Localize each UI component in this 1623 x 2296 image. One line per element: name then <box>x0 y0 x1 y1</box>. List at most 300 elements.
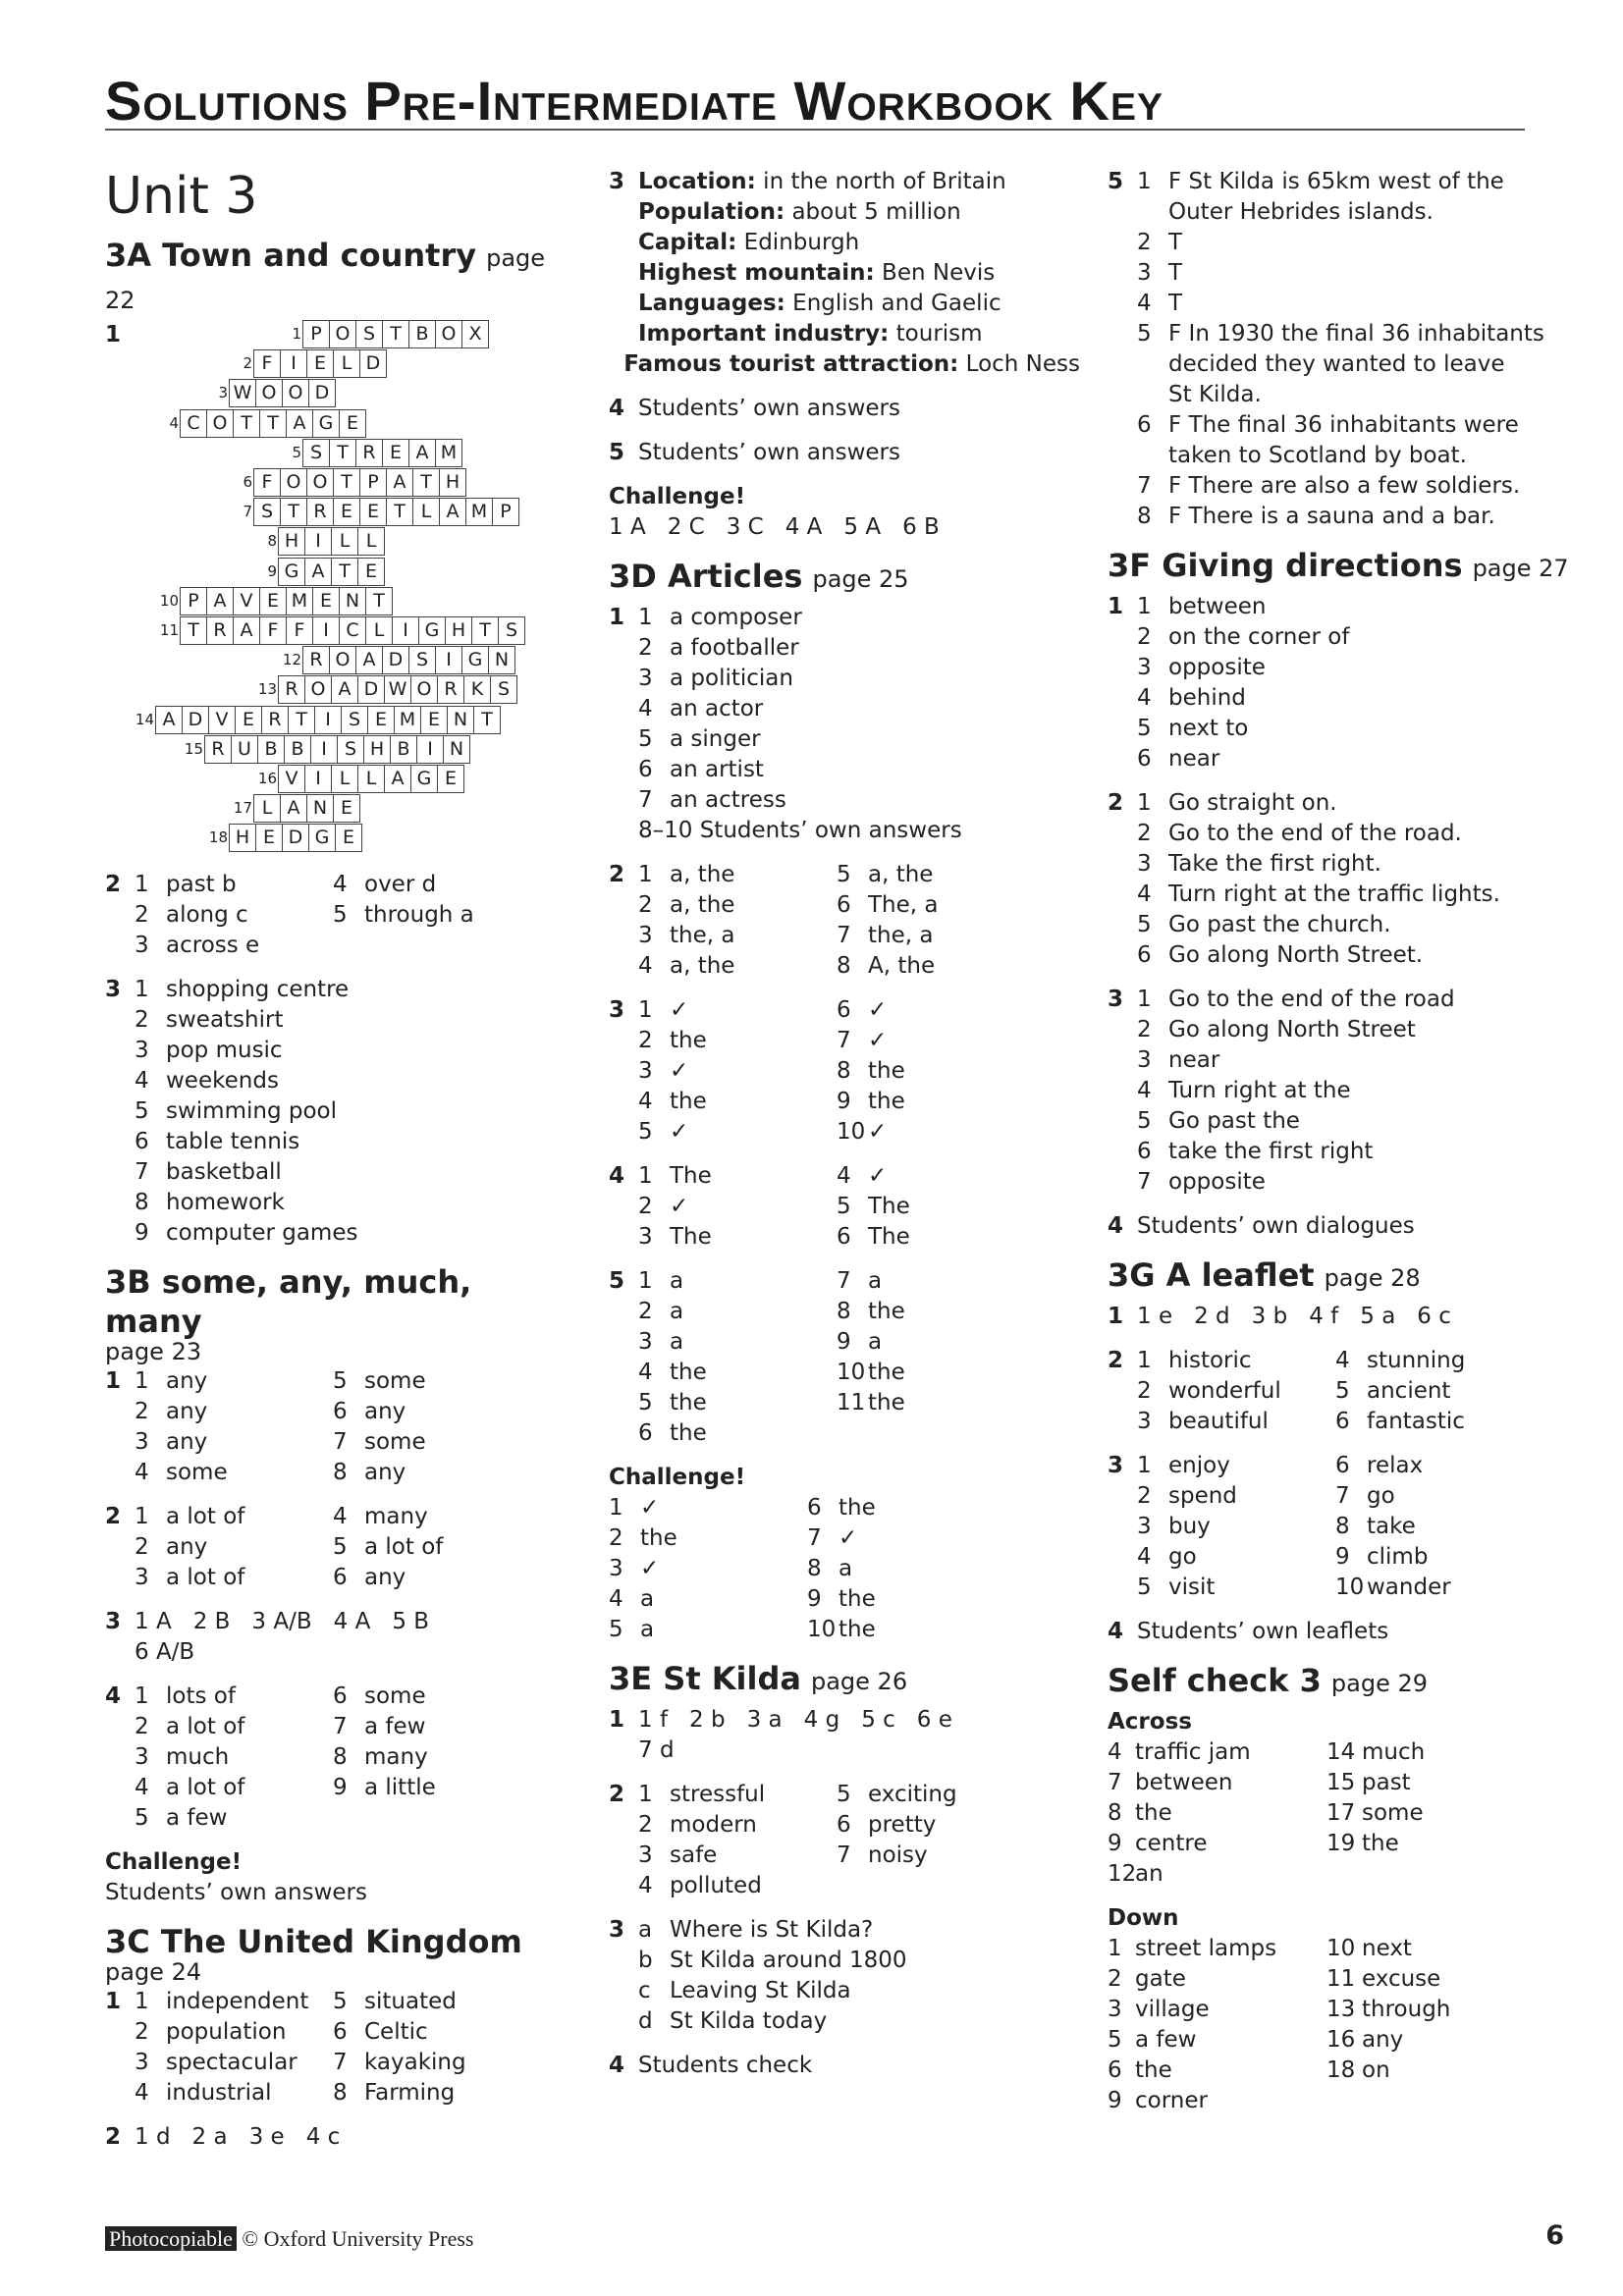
item-number: 8 <box>333 1460 348 1485</box>
crossword-cell: R <box>204 735 232 764</box>
answer-line: St Kilda. <box>1168 382 1262 407</box>
answer-text: 6 e <box>916 1707 952 1733</box>
answer-row <box>1108 819 1569 849</box>
item-number: 15 <box>1326 1770 1356 1795</box>
answer-text: 2 d <box>1194 1304 1230 1329</box>
exercise-number <box>105 1532 135 1563</box>
exercise-number <box>1108 744 1137 774</box>
item-number: 8 <box>837 1299 851 1324</box>
answer-text: Go past the church. <box>1168 912 1391 937</box>
item-number: 17 <box>1326 1800 1356 1826</box>
exercise-number <box>1108 880 1137 910</box>
item-number: 8 <box>1335 1514 1350 1539</box>
answer-row <box>105 1157 567 1188</box>
answer-text: some <box>364 1683 426 1709</box>
answer-row <box>1108 940 1569 971</box>
s3c-exercise-5: 5 Students’ own answers <box>609 440 900 465</box>
crossword-cell: M <box>394 706 421 734</box>
item-number: 6 <box>1137 412 1152 438</box>
crossword-row <box>206 824 362 852</box>
exercise-number <box>1108 849 1137 880</box>
answer-text: 1 e <box>1137 1304 1173 1329</box>
answer-row <box>609 1222 1080 1253</box>
item-number: 7 <box>333 1429 348 1455</box>
answer-row <box>1108 622 1569 653</box>
answer-text: industrial <box>166 2080 272 2106</box>
answer-text: over d <box>364 872 437 897</box>
exercise-number: 5 <box>1108 169 1124 194</box>
exercise-number: 2 <box>105 1504 122 1529</box>
answer-row <box>1108 1798 1569 1829</box>
s3b-exercise-1 <box>105 1366 567 1488</box>
answer-text: opposite <box>1168 1169 1266 1195</box>
item-number: 6 <box>1137 746 1152 772</box>
answer-row <box>1108 1106 1569 1137</box>
crossword-cell: B <box>408 320 436 348</box>
crossword-cell: I <box>314 706 342 734</box>
item-number <box>837 1871 868 1901</box>
photocopiable-badge: Photocopiable <box>105 2226 237 2251</box>
fact-line <box>638 228 859 258</box>
exercise-number <box>609 289 638 319</box>
answer-line: T <box>1168 230 1183 255</box>
item-number: 7 <box>1137 473 1152 499</box>
answer-line: Outer Hebrides islands. <box>1168 199 1434 225</box>
exercise-number: 3 <box>609 997 625 1023</box>
answer-text: street lamps <box>1135 1936 1277 1961</box>
fact-label: Capital: <box>638 230 737 255</box>
answer-text: some <box>166 1460 228 1485</box>
crossword-cell: T <box>288 706 315 734</box>
exercise-number <box>609 1841 638 1871</box>
answer-row <box>609 1615 1080 1645</box>
exercise-number <box>609 951 638 982</box>
answer-text: ancient <box>1367 1378 1451 1404</box>
answer-line: T <box>1168 291 1183 316</box>
answer-text: a few <box>364 1714 426 1739</box>
answer-row <box>1108 1015 1569 1045</box>
item-number: 1 <box>609 1495 623 1521</box>
item-number: 2 <box>638 1194 653 1219</box>
s3c-challenge-label: Challenge! <box>609 484 746 509</box>
exercise-number <box>609 1056 638 1087</box>
answer-text: spectacular <box>166 2050 298 2075</box>
crossword-cell: T <box>471 616 499 645</box>
answer-text: ✓ <box>839 1525 858 1551</box>
exercise-number <box>105 1096 135 1127</box>
s3d-exercise-1 <box>609 603 1080 846</box>
fact-line <box>638 258 995 289</box>
s3c-exercise-3 <box>609 167 1080 380</box>
item-number: 5 <box>1137 321 1152 347</box>
crossword-cell: O <box>255 379 283 407</box>
crossword-row <box>182 735 470 764</box>
answer-text: 3 A/B <box>251 1609 312 1634</box>
item-number: 4 <box>638 1873 653 1898</box>
footer <box>105 2226 473 2252</box>
clue-number: 10 <box>159 591 179 610</box>
answer-text: 1 A <box>609 514 646 540</box>
item-number: 7 <box>837 923 851 948</box>
exercise-number <box>609 1871 638 1901</box>
item-number: 4 <box>1137 1078 1152 1103</box>
exercise-number <box>609 890 638 921</box>
crossword-cell: E <box>420 706 448 734</box>
crossword-cell: T <box>233 409 260 438</box>
crossword-cell: G <box>461 646 489 674</box>
item-number: 5 <box>1108 2027 1122 2053</box>
exercise-number <box>105 1712 135 1742</box>
crossword-cell: E <box>312 587 340 615</box>
crossword-cell: L <box>331 527 358 556</box>
answer-text <box>1168 471 1520 502</box>
item-number: 7 <box>1335 1483 1350 1509</box>
answer-text: computer games <box>166 1220 358 1246</box>
item-letter: b <box>638 1948 653 1973</box>
item-number: 2 <box>638 892 653 918</box>
exercise-number <box>609 1358 638 1388</box>
answer-row <box>105 1532 567 1563</box>
s3a-exercise-3 <box>105 975 567 1249</box>
answer-text: The <box>670 1224 712 1250</box>
answer-text: ✓ <box>670 1058 689 1084</box>
section-3b-heading: 3B some, any, much, many <box>105 1263 472 1340</box>
clue-number: 6 <box>243 473 252 491</box>
s3e-exercise-1: 1 1 f 2 b 3 a 4 g 5 c 6 e 7 d <box>609 1707 952 1763</box>
item-number: 7 <box>333 1714 348 1739</box>
item-number: 9 <box>837 1329 851 1355</box>
answer-row <box>609 755 1080 785</box>
item-number: 2 <box>135 1007 149 1033</box>
crossword-cell: H <box>439 468 466 497</box>
crossword-cell: R <box>306 498 334 526</box>
answer-row <box>609 1266 1080 1297</box>
crossword-cell: T <box>333 468 360 497</box>
answer-text: Farming <box>364 2080 456 2106</box>
answer-text: a lot of <box>166 1565 245 1590</box>
answer-row <box>609 197 1080 228</box>
crossword-cell: P <box>180 587 207 615</box>
answer-text: a lot of <box>364 1534 444 1560</box>
crossword-cell: E <box>339 409 366 438</box>
item-number: 1 <box>638 1163 653 1189</box>
answer-row <box>1108 910 1569 940</box>
title-rule <box>105 129 1525 131</box>
answer-row <box>609 1976 1080 2006</box>
exercise-number <box>609 1087 638 1117</box>
answer-text: on the corner of <box>1168 624 1350 650</box>
answer-row <box>609 1161 1080 1192</box>
answer-row <box>609 1871 1080 1901</box>
crossword-cell: A <box>304 558 332 586</box>
item-number: 5 <box>333 1534 348 1560</box>
answer-text: a lot of <box>166 1775 245 1800</box>
crossword-cell: E <box>333 498 360 526</box>
crossword-cell: A <box>286 409 313 438</box>
section-3c-page: page 24 <box>105 1958 202 1986</box>
crossword-cell: G <box>278 558 305 586</box>
crossword-cell: S <box>498 616 525 645</box>
crossword-cell: N <box>443 735 470 764</box>
answer-row <box>1108 1137 1569 1167</box>
answer-text: ✓ <box>670 1119 689 1145</box>
crossword-cell: M <box>465 498 493 526</box>
answer-text: a <box>868 1329 883 1355</box>
answer-text: noisy <box>868 1842 928 1868</box>
fact-value: about 5 million <box>784 199 961 225</box>
answer-text: through a <box>364 902 474 928</box>
crossword-cell: N <box>488 646 515 674</box>
answer-row <box>1108 1542 1569 1573</box>
item-number: 4 <box>333 872 348 897</box>
clue-number: 15 <box>184 739 203 758</box>
answer-text: the <box>868 1390 905 1415</box>
answer-line: F There is a sauna and a bar. <box>1168 504 1495 529</box>
s3g-exercise-2 <box>1108 1346 1569 1437</box>
s3d-exercise-3 <box>609 995 1080 1148</box>
fact-label: Famous tourist attraction: <box>623 351 959 377</box>
fact-label: Important industry: <box>638 321 890 347</box>
crossword-cell: V <box>208 706 236 734</box>
answer-text: climb <box>1367 1544 1429 1570</box>
answer-text: pretty <box>868 1812 937 1838</box>
crossword-row <box>255 765 464 793</box>
crossword-cell: T <box>412 468 440 497</box>
crossword-cell: O <box>410 675 438 704</box>
item-number: 3 <box>638 1224 653 1250</box>
item-number: 8 <box>837 1058 851 1084</box>
item-number: 10 <box>837 1119 866 1145</box>
crossword-cell: E <box>333 794 360 823</box>
exercise-number <box>1108 1137 1137 1167</box>
answer-row <box>609 860 1080 890</box>
s3b-challenge-label: Challenge! <box>105 1849 243 1875</box>
item-number: 1 <box>638 997 653 1023</box>
crossword-cell: W <box>384 675 411 704</box>
item-number: 1 <box>638 605 653 630</box>
crossword-cell: L <box>412 498 440 526</box>
answer-text: 3 C <box>726 514 764 540</box>
item-number: 2 <box>1137 1017 1152 1042</box>
exercise-number <box>105 1563 135 1593</box>
crossword-cell: B <box>390 735 417 764</box>
item-number: 1 <box>1137 594 1152 619</box>
item-number: 9 <box>333 1775 348 1800</box>
answer-row <box>1108 1512 1569 1542</box>
item-number: 6 <box>333 1399 348 1424</box>
item-number <box>333 1803 364 1834</box>
answer-text: the <box>868 1360 905 1385</box>
exercise-number <box>1108 653 1137 683</box>
item-number: 3 <box>638 1058 653 1084</box>
fact-value: in the north of Britain <box>755 169 1006 194</box>
item-number: 5 <box>609 1617 623 1642</box>
crossword-cell: A <box>384 765 411 793</box>
item-number: 11 <box>1326 1966 1356 1992</box>
crossword-row <box>133 706 501 734</box>
answer-row <box>105 1066 567 1096</box>
answer-text: The <box>868 1194 910 1219</box>
exercise-number <box>1108 910 1137 940</box>
fact-label: Languages: <box>638 291 785 316</box>
answer-text: the <box>640 1525 677 1551</box>
answer-text: ✓ <box>670 1194 689 1219</box>
crossword-cell: H <box>278 527 305 556</box>
answer-row <box>105 2048 567 2078</box>
answer-text <box>1168 502 1495 532</box>
exercise-number <box>105 1397 135 1427</box>
crossword-row <box>231 498 519 526</box>
answer-text: Turn right at the traffic lights. <box>1168 881 1500 907</box>
answer-text: ✓ <box>868 997 888 1023</box>
answer-text: Leaving St Kilda <box>670 1978 851 2003</box>
answer-text: 2 a <box>191 2124 228 2150</box>
answer-text: on <box>1362 2057 1390 2083</box>
item-number: 7 <box>807 1525 822 1551</box>
answer-text: wonderful <box>1168 1378 1281 1404</box>
answer-row <box>609 816 1080 846</box>
answer-text: centre <box>1135 1831 1208 1856</box>
answer-text: the <box>839 1495 876 1521</box>
item-number: 3 <box>609 1556 623 1581</box>
item-number: 2 <box>1137 230 1152 255</box>
answer-text: kayaking <box>364 2050 466 2075</box>
item-number: 5 <box>135 1098 149 1124</box>
answer-row <box>1108 502 1569 532</box>
answer-row <box>609 633 1080 664</box>
answer-row <box>105 2017 567 2048</box>
answer-row <box>609 1523 1080 1554</box>
answer-row <box>1108 1167 1569 1198</box>
exercise-number <box>1108 940 1137 971</box>
answer-text: a, the <box>670 892 735 918</box>
crossword-cell: A <box>206 587 234 615</box>
answer-text: a lot of <box>166 1504 245 1529</box>
fact-value: tourism <box>889 321 983 347</box>
answer-text: the <box>670 1028 707 1053</box>
answer-text <box>1168 258 1182 289</box>
crossword-cell: O <box>306 468 334 497</box>
answer-row <box>105 1773 567 1803</box>
answer-text: basketball <box>166 1159 282 1185</box>
crossword-cell: H <box>445 616 472 645</box>
item-letter: a <box>638 1917 653 1943</box>
crossword-cell: F <box>286 616 313 645</box>
item-number: 19 <box>1326 1831 1356 1856</box>
answer-text: Go along North Street. <box>1168 942 1424 968</box>
clue-number: 14 <box>135 710 154 728</box>
item-number: 8 <box>333 2080 348 2106</box>
item-letter: d <box>638 2008 653 2034</box>
page-title: Solutions Pre-Intermediate Workbook Key <box>105 70 1164 132</box>
answer-row <box>1108 1045 1569 1076</box>
clue-number: 7 <box>243 503 252 521</box>
answer-text: weekends <box>166 1068 279 1094</box>
item-number: 2 <box>135 1399 149 1424</box>
answer-row <box>105 975 567 1005</box>
exercise-number <box>609 1418 638 1449</box>
crossword-cell: L <box>333 349 360 378</box>
exercise-number <box>105 900 135 931</box>
exercise-number <box>1108 410 1137 471</box>
answer-line: F The final 36 inhabitants were <box>1168 412 1519 438</box>
crossword-row <box>255 527 385 556</box>
crossword-cell: E <box>359 498 387 526</box>
answer-text: any <box>166 1368 208 1394</box>
section-3e-heading: 3E St Kilda page 26 <box>609 1660 908 1697</box>
exercise-number: 3 <box>1108 1453 1124 1478</box>
exercise-number <box>609 724 638 755</box>
exercise-number <box>609 349 623 380</box>
item-number: 7 <box>837 1028 851 1053</box>
answer-text: near <box>1168 1047 1220 1073</box>
exercise-number <box>609 197 638 228</box>
item-number: 5 <box>837 1194 851 1219</box>
answer-row <box>609 1780 1080 1810</box>
exercise-number: 3 <box>1108 987 1124 1012</box>
answer-row <box>1108 1737 1569 1768</box>
exercise-number <box>609 2006 638 2037</box>
answer-row <box>1108 683 1569 714</box>
item-number: 7 <box>837 1842 851 1868</box>
item-number: 2 <box>1137 1483 1152 1509</box>
crossword-row <box>280 646 515 674</box>
exercise-number <box>1108 819 1137 849</box>
answer-text: fantastic <box>1367 1409 1465 1434</box>
answer-row <box>609 1915 1080 1946</box>
item-number: 8 <box>333 1744 348 1770</box>
fact-line <box>638 319 983 349</box>
answer-row <box>609 951 1080 982</box>
crossword-cell: T <box>386 498 413 526</box>
answer-text: 6 c <box>1417 1304 1451 1329</box>
crossword-cell: L <box>357 527 385 556</box>
answer-row <box>609 289 1080 319</box>
exercise-number <box>105 2017 135 2048</box>
answer-text: modern <box>670 1812 757 1838</box>
crossword-cell: I <box>416 735 444 764</box>
answer-line: taken to Scotland by boat. <box>1168 443 1467 468</box>
answer-row <box>609 995 1080 1026</box>
exercise-number <box>609 1327 638 1358</box>
crossword-cell: I <box>280 349 307 378</box>
item-number: 1 <box>135 977 149 1002</box>
item-number: 9 <box>807 1586 822 1612</box>
answer-text: 2 C <box>667 514 705 540</box>
s3e-exercise-4: 4 Students check <box>609 2053 813 2078</box>
exercise-number: 1 <box>1108 594 1124 619</box>
answer-row <box>609 785 1080 816</box>
exercise-number <box>105 1005 135 1036</box>
item-number: 6 <box>837 1224 851 1250</box>
answer-row <box>609 1117 1080 1148</box>
exercise-number <box>1108 1106 1137 1137</box>
answer-text: buy <box>1168 1514 1211 1539</box>
item-number: 7 <box>135 1159 149 1185</box>
exercise-number <box>1108 1045 1137 1076</box>
crossword-cell: G <box>312 409 340 438</box>
answer-row <box>609 1388 1080 1418</box>
answer-text: 4 A <box>784 514 823 540</box>
exercise-number <box>1108 714 1137 744</box>
s3e-exercise-3 <box>609 1915 1080 2037</box>
item-number: 5 <box>333 1368 348 1394</box>
column-2 <box>609 167 1080 2095</box>
exercise-number: 5 <box>609 1268 625 1294</box>
crossword-cell: N <box>306 794 334 823</box>
crossword-cell: I <box>304 527 332 556</box>
item-number: 3 <box>135 2050 149 2075</box>
